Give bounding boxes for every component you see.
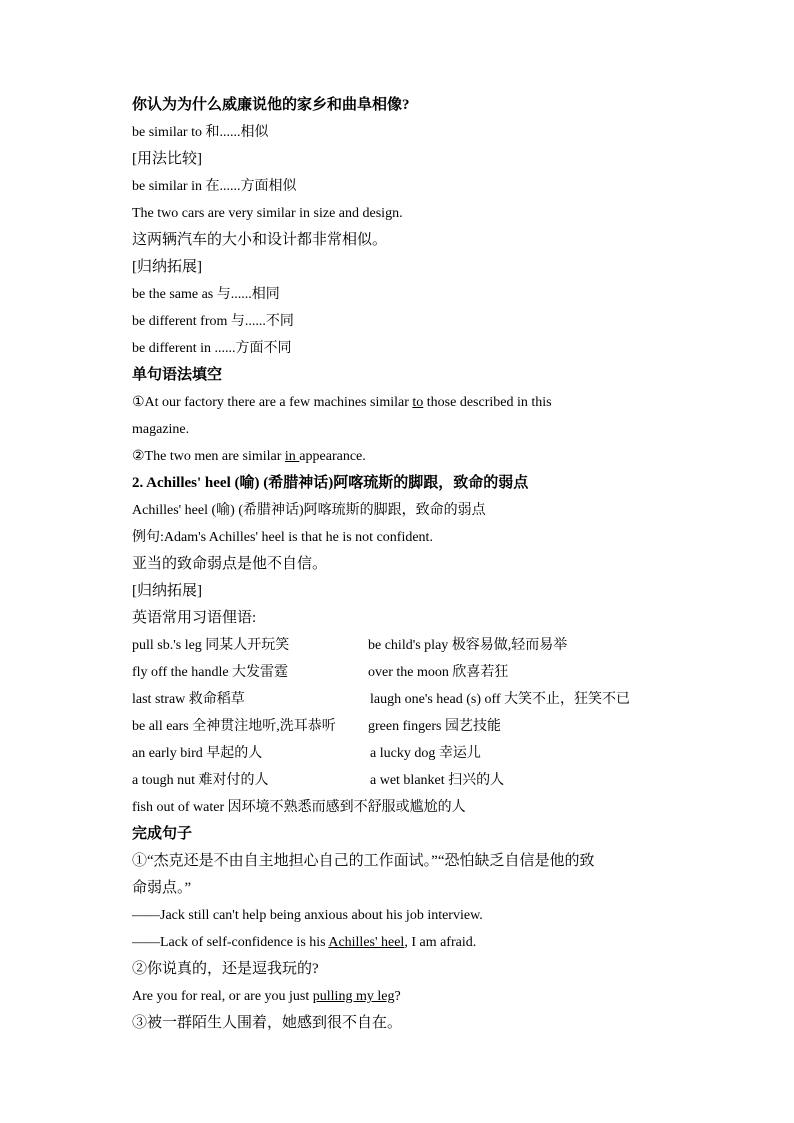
idiom-left: a tough nut 难对付的人 [132, 773, 269, 788]
answer-blank: Achilles' heel [328, 935, 405, 950]
phrase-line: be the same as 与......相同 [132, 287, 280, 302]
exercise-text: ②The two men are similar [132, 449, 285, 464]
exercise-prompt: ②你说真的，还是逗我玩的? [132, 961, 319, 977]
idiom-right: a lucky dog 幸运儿 [370, 746, 481, 761]
idiom-left: last straw 救命稻草 [132, 692, 245, 707]
idiom-right: be child's play 极容易做,轻而易举 [368, 638, 568, 653]
answer-blank: to [412, 395, 424, 410]
section-label: [用法比较] [132, 151, 202, 167]
exercise-item [132, 983, 692, 1010]
idiom-row [132, 767, 692, 794]
exercise-heading: 完成句子 [132, 826, 193, 842]
answer-blank: in [284, 449, 300, 464]
section-label: [归纳拓展] [132, 583, 202, 599]
exercise-text: ? [394, 989, 401, 1004]
phrase-line: be similar in 在......方面相似 [132, 179, 297, 194]
idiom-right: green fingers 园艺技能 [368, 719, 501, 734]
vocab-heading: 2. Achilles' heel (喻) (希腊神话)阿喀琉斯的脚跟，致命的弱点 [132, 475, 529, 491]
document-page [132, 92, 692, 1037]
exercise-item [132, 389, 692, 416]
example-translation: 这两辆汽车的大小和设计都非常相似。 [132, 232, 388, 248]
idiom-left: an early bird 早起的人 [132, 746, 263, 761]
exercise-text: ①At our factory there are a few machines similar [132, 395, 413, 410]
idiom-row [132, 659, 692, 686]
idiom-right: a wet blanket 扫兴的人 [370, 773, 505, 788]
idioms-intro: 英语常用习语俚语: [132, 610, 257, 626]
idiom-row [132, 713, 692, 740]
idiom-left: pull sb.'s leg 同某人开玩笑 [132, 638, 290, 653]
answer-blank: pulling my leg [312, 989, 395, 1004]
section-label: [归纳拓展] [132, 259, 202, 275]
exercise-heading: 单句语法填空 [132, 367, 223, 383]
exercise-prompt: ①“杰克还是不由自主地担心自己的工作面试。”“恐怕缺乏自信是他的致 [132, 853, 595, 869]
idiom-right: over the moon 欣喜若狂 [368, 665, 509, 680]
idiom-left: fly off the handle 大发雷霆 [132, 665, 289, 680]
question-heading: 你认为为什么威廉说他的家乡和曲阜相像? [132, 97, 410, 113]
idiom-row [132, 686, 692, 713]
exercise-text: appearance. [299, 449, 366, 464]
idiom-row [132, 740, 692, 767]
phrase-line: be similar to 和......相似 [132, 125, 269, 140]
exercise-text: ——Lack of self-confidence is his [132, 935, 329, 950]
example-translation: 亚当的致命弱点是他不自信。 [132, 556, 328, 572]
exercise-text: , I am afraid. [404, 935, 477, 950]
idiom-right: laugh one's head (s) off 大笑不止，狂笑不已 [370, 692, 631, 707]
idiom-row [132, 632, 692, 659]
idiom-left: be all ears 全神贯注地听,洗耳恭听 [132, 719, 336, 734]
definition-line: Achilles' heel (喻) (希腊神话)阿喀琉斯的脚跟，致命的弱点 [132, 503, 486, 518]
exercise-text: Are you for real, or are you just [132, 989, 313, 1004]
phrase-line: be different in ......方面不同 [132, 341, 292, 356]
phrase-line: be different from 与......不同 [132, 314, 294, 329]
exercise-text: those described in this [423, 395, 552, 410]
exercise-text: ——Jack still can't help being anxious about his job interview. [132, 908, 483, 923]
exercise-prompt: 命弱点。” [132, 880, 192, 896]
exercise-item [132, 929, 692, 956]
example-sentence: The two cars are very similar in size and design. [132, 206, 403, 221]
exercise-item [132, 443, 692, 470]
example-sentence: 例句:Adam's Achilles' heel is that he is not confident. [132, 530, 433, 545]
idiom-line: fish out of water 因环境不熟悉而感到不舒服或尴尬的人 [132, 800, 466, 815]
exercise-prompt: ③被一群陌生人围着，她感到很不自在。 [132, 1015, 403, 1031]
exercise-text: magazine. [132, 422, 190, 437]
